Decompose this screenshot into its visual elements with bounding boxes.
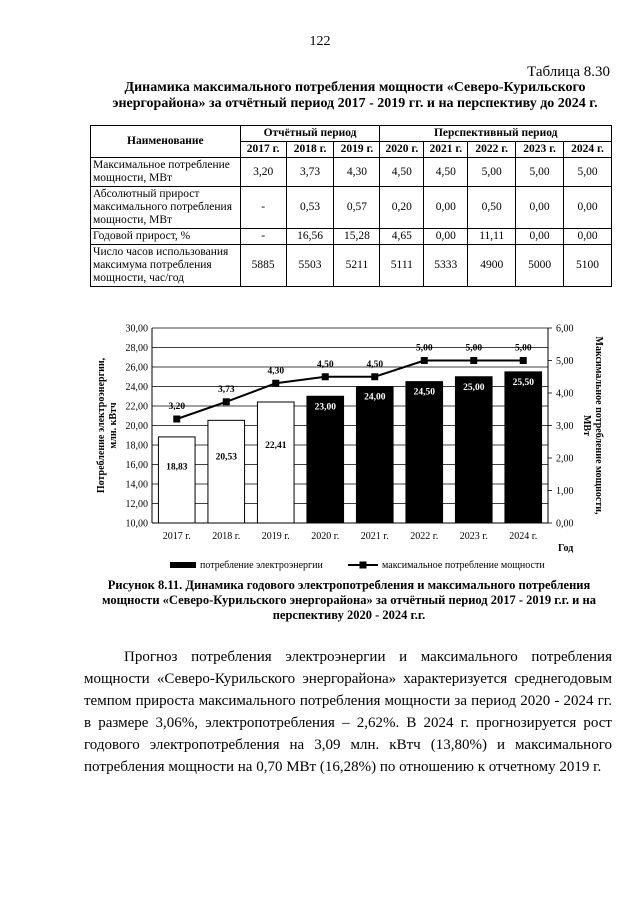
line-point (421, 357, 428, 364)
table-row (91, 158, 612, 187)
table-cell: 4,50 (424, 158, 468, 187)
table-cell: - (240, 229, 286, 245)
year-header: 2024 г. (564, 142, 612, 158)
point-label: 4,50 (366, 359, 384, 370)
table-cell: 3,73 (286, 158, 334, 187)
bar (158, 437, 195, 523)
table-cell: 4,30 (334, 158, 380, 187)
year-header: 2023 г. (516, 142, 564, 158)
x-tick-label: 2022 г. (410, 531, 439, 542)
figure-caption: Рисунок 8.11. Динамика годового электропотребления и максимального потребления мощности «Северо-Курильского энергорайона» за отчётный период 2017 - 2019 г.г. и на перспективу 2020 - 2024 г.г. (102, 578, 596, 622)
data-table (90, 125, 612, 287)
table-cell: 5,00 (468, 158, 516, 187)
x-tick-label: 2019 г. (261, 531, 290, 542)
y2-tick-label: 6,00 (556, 323, 574, 335)
y2-tick-label: 5,00 (556, 356, 574, 367)
bar (257, 402, 294, 523)
legend-line-label: максимальное потребление мощности (382, 560, 545, 571)
line-point (322, 373, 329, 380)
bar-label: 25,00 (463, 382, 485, 393)
legend-bar-label: потребление электроэнергии (200, 560, 323, 571)
bar-label: 18,83 (166, 462, 188, 473)
body-paragraph: Прогноз потребления электроэнергии и максимального потребления мощности «Северо-Курильского энергорайона» характеризуется среднегодовым темпом прироста максимального потребления мощности за период 2020 - 2024 гг. в размере 3,06%, электропотребления – 2,62%. В 2024 г. прогнозируется рост годового электропотребления на 3,09 млн. кВтч (13,80%) и максимального потребления мощности на 0,70 МВт (16,28%) по отношению к отчетному 2019 г. (84, 649, 612, 775)
table-cell: 0,00 (564, 187, 612, 229)
x-tick-label: 2024 г. (509, 531, 538, 542)
point-label: 4,50 (316, 359, 334, 370)
point-label: 5,00 (415, 343, 433, 354)
y-tick-label: 22,00 (125, 401, 148, 413)
y2-tick-label: 0,00 (556, 518, 574, 530)
row-name: Максимальное потребление мощности, МВт (91, 158, 241, 187)
y-tick-label: 24,00 (125, 382, 148, 393)
year-header: 2020 г. (380, 142, 424, 158)
y-tick-label: 28,00 (125, 343, 148, 354)
table-cell: 5100 (564, 245, 612, 287)
table-cell: 0,57 (334, 187, 380, 229)
line-point (173, 416, 180, 423)
legend-bar-swatch (170, 562, 196, 568)
x-tick-label: 2021 г. (360, 531, 389, 542)
bar-label: 23,00 (314, 402, 336, 413)
y-axis-label: Потребление электроэнергии, (96, 357, 107, 494)
row-name: Число часов использования максимума потребления мощности, час/год (91, 245, 241, 287)
x-tick-label: 2018 г. (212, 531, 241, 542)
year-header: 2021 г. (424, 142, 468, 158)
table-label: Таблица 8.30 (527, 64, 610, 80)
y2-axis-label-unit: МВт (581, 414, 592, 437)
y-tick-label: 26,00 (125, 362, 148, 374)
table-row (91, 187, 612, 229)
table-body (91, 158, 612, 287)
y2-tick-label: 3,00 (556, 421, 574, 432)
bar-label: 20,53 (215, 452, 237, 463)
bar (455, 377, 492, 523)
bar-label: 22,41 (265, 440, 287, 451)
table-row (91, 229, 612, 245)
table-cell: 0,00 (424, 229, 468, 245)
table-cell: 5000 (516, 245, 564, 287)
line-point (371, 373, 378, 380)
table-cell: 5885 (240, 245, 286, 287)
bar (307, 396, 344, 523)
bar (208, 420, 245, 523)
y-axis-label-unit: млн. кВтч (108, 402, 119, 449)
y-tick-label: 20,00 (125, 421, 148, 432)
bar (406, 382, 443, 523)
y2-tick-label: 2,00 (556, 453, 574, 465)
y-tick-label: 12,00 (125, 499, 148, 510)
y-tick-label: 10,00 (125, 518, 148, 530)
row-name: Годовой прирост, % (91, 229, 241, 245)
x-tick-label: 2023 г. (459, 531, 488, 542)
table-cell: 0,53 (286, 187, 334, 229)
table-cell: 5,00 (516, 158, 564, 187)
x-tick-label: 2020 г. (311, 531, 340, 542)
combo-chart (90, 318, 620, 578)
x-tick-label: 2017 г. (162, 531, 191, 542)
bar (356, 387, 393, 524)
y-tick-label: 16,00 (125, 460, 148, 471)
table-cell: 4,50 (380, 158, 424, 187)
y2-tick-label: 4,00 (556, 388, 574, 400)
bar-label: 24,50 (413, 387, 435, 398)
table-cell: 5211 (334, 245, 380, 287)
year-header: 2018 г. (286, 142, 334, 158)
year-header: 2022 г. (468, 142, 516, 158)
bar-label: 24,00 (364, 392, 386, 403)
table-title: Динамика максимального потребления мощности «Северо-Курильского энергорайона» за отчётный период 2017 - 2019 гг. и на перспективу до 2024 г. (112, 80, 598, 111)
point-label: 5,00 (465, 343, 483, 354)
table-cell: - (240, 187, 286, 229)
y-tick-label: 30,00 (125, 323, 148, 335)
table-cell: 0,00 (424, 187, 468, 229)
bar (505, 372, 542, 523)
name-header: Наименование (91, 126, 241, 158)
table-cell: 5503 (286, 245, 334, 287)
line-point (272, 380, 279, 387)
table-cell: 15,28 (334, 229, 380, 245)
table-cell: 16,56 (286, 229, 334, 245)
table-cell: 5,00 (564, 158, 612, 187)
table-cell: 0,20 (380, 187, 424, 229)
table-cell: 0,00 (564, 229, 612, 245)
page-number: 122 (309, 34, 331, 49)
legend-line-marker (360, 562, 367, 569)
table-cell: 0,50 (468, 187, 516, 229)
table-cell: 0,00 (516, 187, 564, 229)
line-point (520, 357, 527, 364)
y2-tick-label: 1,00 (556, 486, 574, 497)
table-cell: 4,65 (380, 229, 424, 245)
forecast-period-header: Перспективный период (380, 126, 612, 142)
point-label: 3,73 (217, 384, 235, 395)
bar-label: 25,50 (512, 377, 534, 388)
point-label: 4,30 (267, 366, 285, 377)
x-axis-label: Год (558, 543, 574, 554)
line-point (470, 357, 477, 364)
point-label: 3,20 (168, 402, 186, 412)
table-cell: 5333 (424, 245, 468, 287)
y2-axis-label: Максимальное потребление мощности, (593, 336, 604, 515)
line-point (223, 398, 230, 405)
table-cell: 4900 (468, 245, 516, 287)
reported-period-header: Отчётный период (240, 126, 380, 142)
year-header: 2017 г. (240, 142, 286, 158)
row-name: Абсолютный прирост максимального потребления мощности, МВт (91, 187, 241, 229)
year-header: 2019 г. (334, 142, 380, 158)
point-label: 5,00 (514, 343, 532, 354)
table-cell: 3,20 (240, 158, 286, 187)
y-tick-label: 14,00 (125, 479, 148, 491)
table-cell: 11,11 (468, 229, 516, 245)
table-row (91, 245, 612, 287)
y-tick-label: 18,00 (125, 440, 148, 452)
table-cell: 0,00 (516, 229, 564, 245)
table-cell: 5111 (380, 245, 424, 287)
